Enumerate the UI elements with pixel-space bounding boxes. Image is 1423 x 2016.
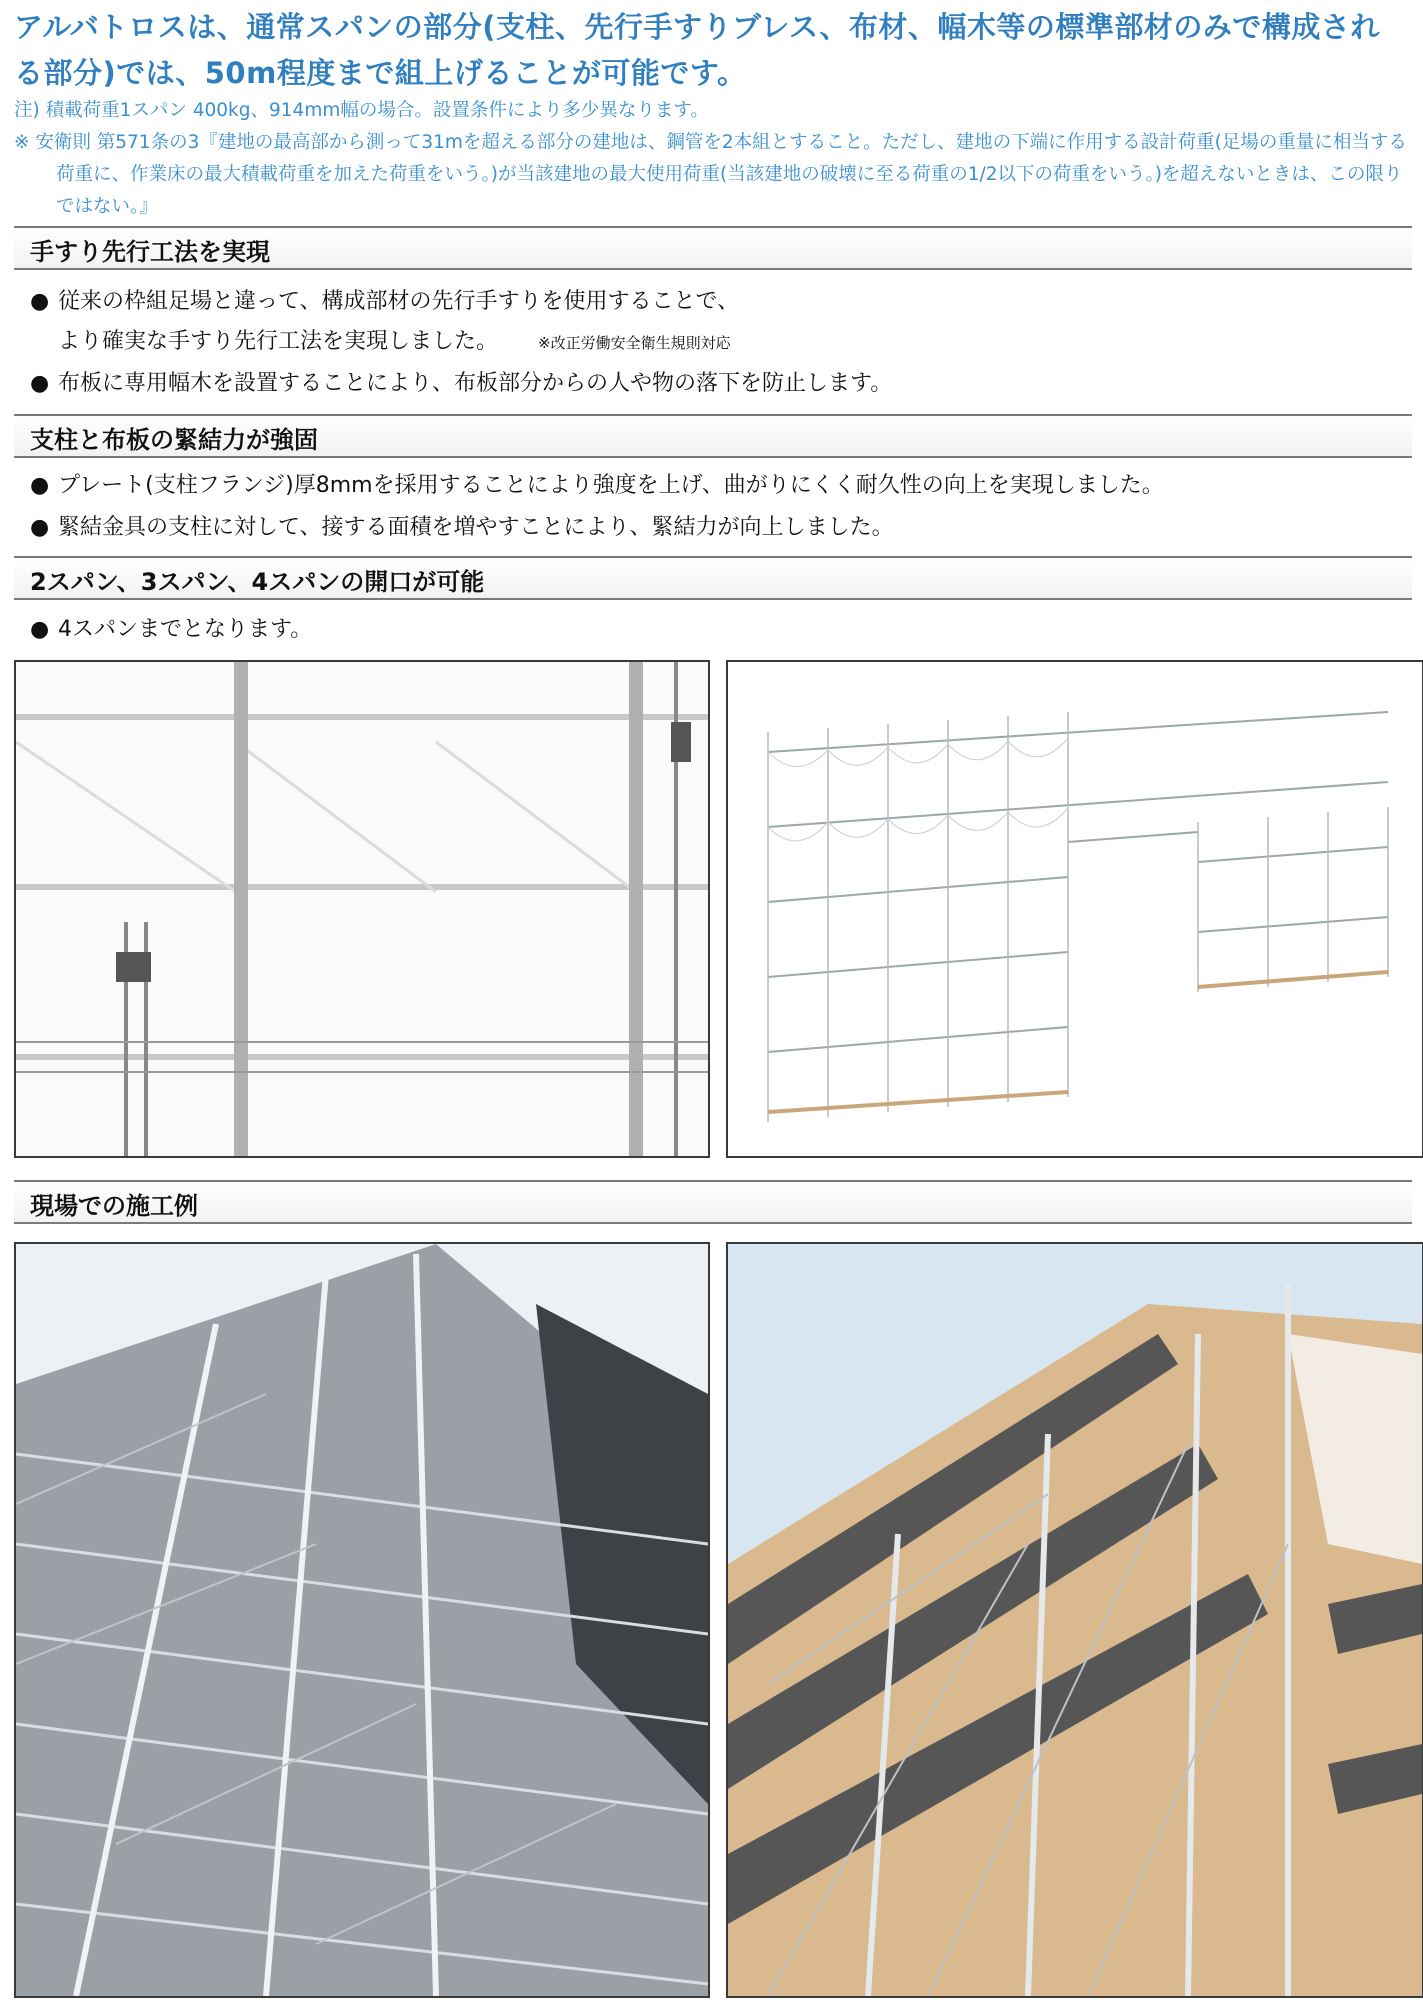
section-header-handrail: 手すり先行工法を実現 — [14, 226, 1412, 270]
regulation-sub-note: ※改正労働安全衛生規則対応 — [538, 334, 731, 352]
bullet-dot: ● — [30, 515, 50, 540]
headline — [14, 4, 1414, 96]
scaffold-closeup-photo — [14, 660, 710, 1158]
opening-diagram-photo — [726, 660, 1423, 1158]
bullet-handrail-1: ● 従来の枠組足場と違って、構成部材の先行手すりを使用することで、 — [30, 282, 1410, 322]
note-load: 注) 積載荷重1スパン 400kg、914mm幅の場合。設置条件により多少異なります。 — [14, 100, 709, 121]
bullet-fastening-1: ● プレート(支柱フランジ)厚8mmを採用することにより強度を上げ、曲がりにくく耐久性の向上を実現しました。 — [30, 466, 1410, 506]
bullet-handrail-2: ● 布板に専用幅木を設置することにより、布板部分からの人や物の落下を防止します。 — [30, 364, 1410, 404]
headline-line-1: アルバトロスは、通常スパンの部分(支柱、先行手すりブレス、布材、幅木等の標準部材のみで構成され — [14, 10, 1380, 44]
headline-line-2: る部分)では、50m程度まで組上げることが可能です。 — [14, 56, 747, 90]
notes — [14, 95, 1414, 223]
bullet-opening-1: ● 4スパンまでとなります。 — [30, 610, 1410, 650]
section-header-fastening: 支柱と布板の緊結力が強固 — [14, 414, 1412, 458]
site-photo-house — [726, 1242, 1423, 1998]
site-photo-tall-building — [14, 1242, 710, 1998]
section-header-opening: 2スパン、3スパン、4スパンの開口が可能 — [14, 556, 1412, 600]
bullet-handrail-1-cont: より確実な手すり先行工法を実現しました。 ※改正労働安全衛生規則対応 — [58, 329, 731, 354]
bullet-dot: ● — [30, 617, 50, 642]
bullet-dot: ● — [30, 371, 50, 396]
bullet-dot: ● — [30, 473, 50, 498]
bullet-dot: ● — [30, 289, 50, 314]
section-header-site-examples: 現場での施工例 — [14, 1180, 1412, 1224]
bullet-fastening-2: ● 緊結金具の支柱に対して、接する面積を増やすことにより、緊結力が向上しました。 — [30, 508, 1410, 548]
note-regulation: ※ 安衛則 第571条の3『建地の最高部から測って31mを超える部分の建地は、鋼管を2本組とすること。ただし、建地の下端に作用する設計荷重(足場の重量に相当する荷重に、作業床の最大積載荷重を加えた荷重をいう。)が当該建地の最大使用荷重(当該建地の破壊に至る荷重の1/2以下の荷重をいう。)を超えないときは、この限りではない。』 — [14, 132, 1407, 217]
